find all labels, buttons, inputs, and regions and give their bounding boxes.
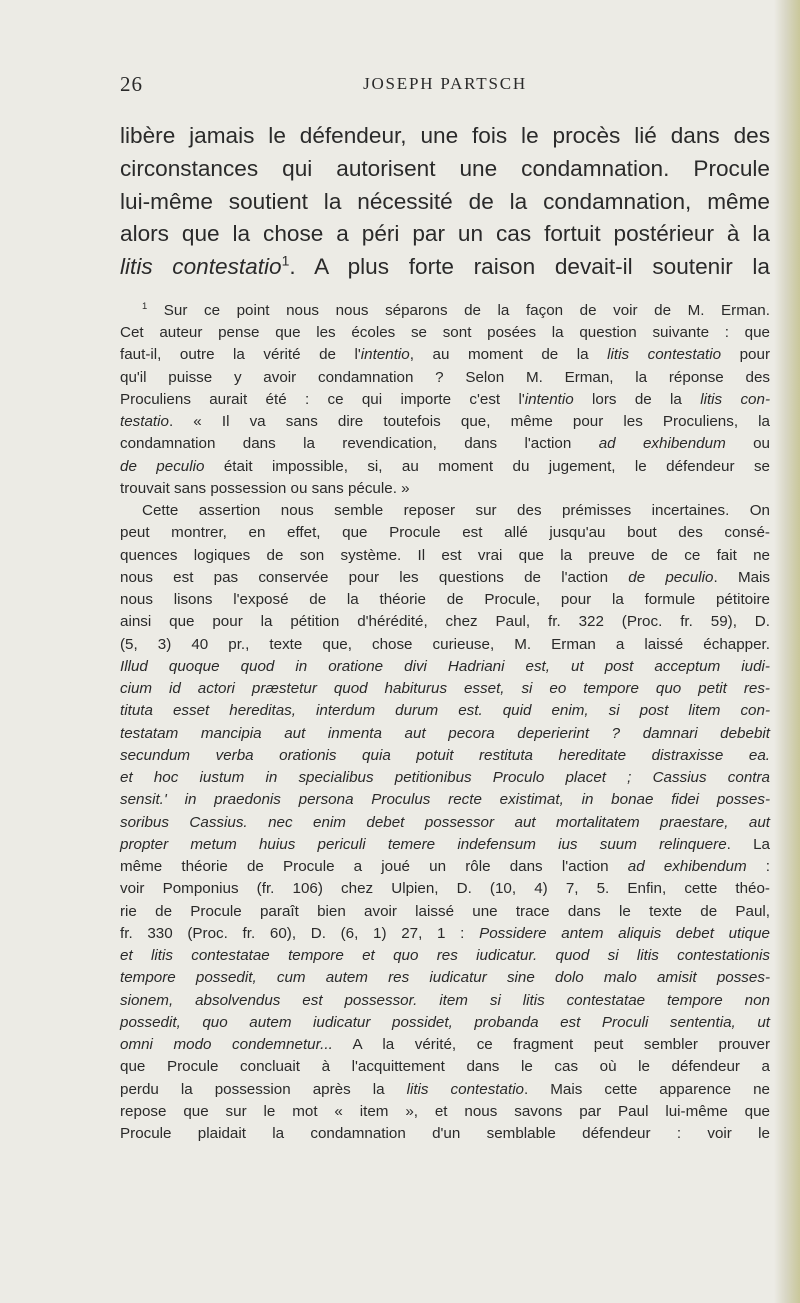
footnote-reference: 1 [281, 252, 290, 269]
main-line-rest: . A plus forte raison devait-il soutenir la [289, 254, 771, 280]
footnote-line: et hoc iustum in specialibus petitionibus Proculo placet ; Cassius contra [120, 769, 770, 787]
footnote-line: trouvait sans possession ou sans pécule. » [120, 479, 410, 497]
footnote-line: Illud quoque quod in oratione divi Hadriani est, ut post acceptum iudi- [120, 657, 770, 675]
footnote-line: rie de Procule paraît bien avoir laissé une trace dans le texte de Paul, [120, 902, 770, 920]
main-line: libère jamais le défendeur, une fois le procès lié dans des [120, 123, 770, 148]
footnote-line: Procule plaidait la condamnation d'un semblable défendeur : voir le [120, 1125, 770, 1143]
footnote-line: cium id actori præstetur quod habiturus esset, si eo tempore quo petit res- [120, 680, 770, 698]
footnote-line: sionem, absolvendus est possessor. item si litis contestatae tempore non [120, 991, 770, 1009]
footnote-line: tempore possedit, cum autem res iudicatur sine dolo malo amisit posses- [120, 969, 770, 987]
footnote-line: condamnation dans la revendication, dans l'action ad exhibendum ou [120, 435, 770, 453]
footnote-line: fr. 330 (Proc. fr. 60), D. (6, 1) 27, 1 : Possidere antem aliquis debet utique [120, 924, 770, 942]
footnote-line: de peculio était impossible, si, au moment du jugement, le défendeur se [120, 457, 770, 475]
main-italic-term: litis contestatio [120, 254, 282, 280]
footnote-line: (5, 3) 40 pr., texte que, chose curieuse, M. Erman a laissé échapper. [120, 635, 770, 653]
footnote-line: et litis contestatae tempore et quo res iudicatur. quod si litis contestationis [120, 947, 770, 965]
footnote-line: Cet auteur pense que les écoles se sont posées la question suivante : que [120, 324, 770, 342]
footnote-line: propter metum huius periculi temere indefensum ius suum relinquere. La [120, 835, 770, 853]
running-title: JOSEPH PARTSCH [363, 74, 527, 93]
footnote-line: omni modo condemnetur... A la vérité, ce fragment peut sembler prouver [120, 1036, 771, 1054]
footnote-paragraph-cont [120, 322, 770, 500]
page-edge-shadow [774, 0, 800, 1303]
main-line: lui-même soutient la nécessité de la condamnation, même [120, 188, 770, 214]
footnote-marker: 1 [142, 299, 148, 311]
footnote-line: faut-il, outre la vérité de l'intentio, au moment de la litis contestatio pour [120, 346, 771, 364]
footnote-line: qu'il puisse y avoir condamnation ? Selon M. Erman, la réponse des [120, 368, 770, 386]
footnote-line: testatio. « Il va sans dire toutefois que, même pour les Proculiens, la [120, 413, 770, 431]
footnote-line: testatam mancipia aut inmenta aut pecora deperierint ? damnari debebit [120, 724, 770, 742]
running-head [120, 62, 770, 102]
book-page [120, 62, 770, 1145]
footnote-line: repose que sur le mot « item », et nous savons par Paul lui-même que [120, 1102, 770, 1120]
footnote-line: ainsi que pour la pétition d'hérédité, chez Paul, fr. 322 (Proc. fr. 59), D. [120, 613, 770, 631]
footnote-paragraph-cont [120, 522, 770, 1145]
footnote-line: que Procule concluait à l'acquittement dans le cas où le défendeur a [120, 1058, 770, 1076]
main-text [120, 120, 770, 284]
footnote-line: perdu la possession après la litis contestatio. Mais cette apparence ne [120, 1080, 771, 1098]
footnote-line: secundum verba orationis quia potuit restituta hereditate distraxisse ea. [120, 746, 770, 764]
footnote-line: voir Pomponius (fr. 106) chez Ulpien, D. (10, 4) 7, 5. Enfin, cette théo- [120, 880, 770, 898]
footnote-line: tituta esset hereditas, interdum durum est. quid enim, si post litem con- [120, 702, 770, 720]
footnote-line: sensit.' in praedonis persona Proculus recte existimat, in bonae fidei posses- [120, 791, 770, 809]
main-line [120, 251, 770, 284]
footnote-line: peut montrer, en effet, que Procule est allé jusqu'au bout des consé- [120, 524, 770, 542]
footnote-line: nous est pas conservée pour les questions de l'action de peculio. Mais [120, 568, 771, 586]
footnote-line: soribus Cassius. nec enim debet possessor aut mortalitatem praestare, aut [120, 813, 770, 831]
main-line: circonstances qui autorisent une condamnation. Procule [120, 155, 770, 181]
footnote-line: même théorie de Procule a joué un rôle dans l'action ad exhibendum : [120, 858, 770, 876]
footnote-line: $^1$ Sur ce point nous nous séparons de la façon de voir de M. Erman. [142, 299, 770, 319]
page-number: 26 [120, 72, 143, 96]
footnote-line: quences logiques de son système. Il est vrai que la preuve de ce fait ne [120, 546, 770, 564]
footnote-line: nous lisons l'exposé de la théorie de Procule, pour la formule pétitoire [120, 591, 770, 609]
footnote-line: Cette assertion nous semble reposer sur des prémisses incertaines. On [142, 502, 770, 520]
footnote-paragraph [120, 300, 770, 322]
main-line: alors que la chose a péri par un cas fortuit postérieur à la [120, 221, 770, 247]
footnote-line: possedit, quo autem iudicatur possidet, probanda est Proculi sententia, ut [120, 1013, 770, 1031]
footnotes [120, 300, 770, 1146]
footnote-paragraph [120, 500, 770, 522]
footnote-line: Proculiens aurait été : ce qui importe c'est l'intentio lors de la litis con- [120, 390, 771, 408]
